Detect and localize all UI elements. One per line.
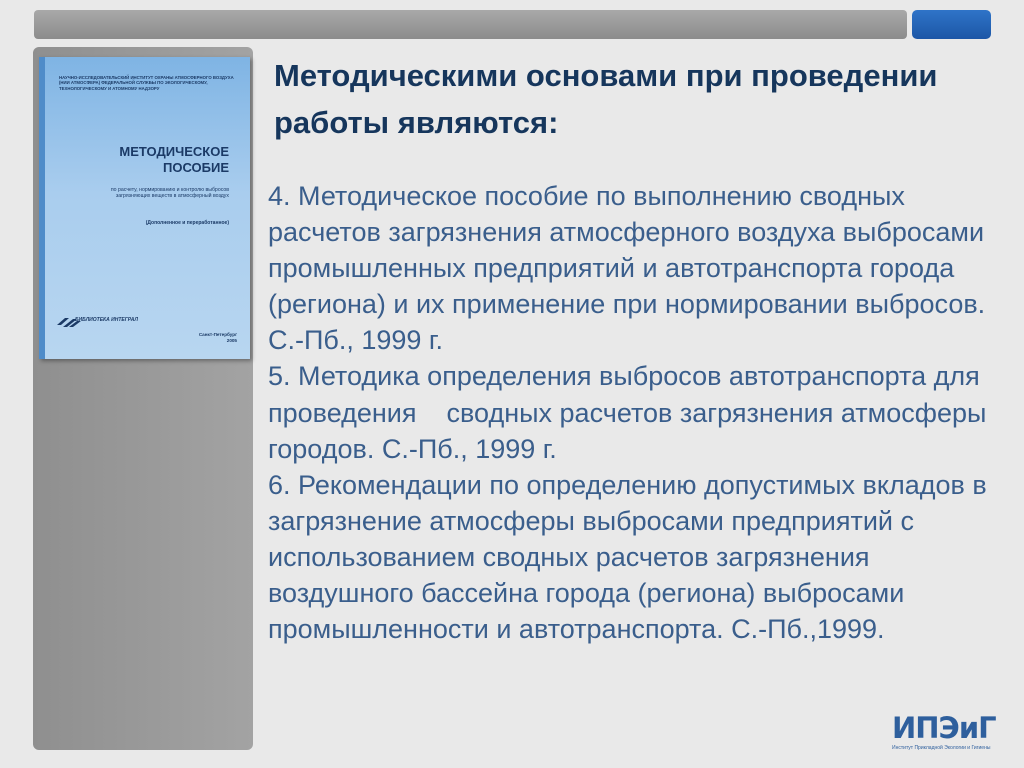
book-publisher: БИБЛИОТЕКА ИНТЕГРАЛ [75, 317, 138, 323]
book-city-year [189, 332, 237, 344]
top-bar-accent [912, 10, 991, 39]
book-spine [39, 57, 45, 359]
slide-title: Методическими основами при проведении работы являются: [274, 58, 938, 140]
institute-logo [892, 713, 1020, 763]
list-item: 5. Методика определения выбросов автотранспорта для проведения сводных расчетов загрязнения атмосферы городов. С.-Пб., 1999 г. [268, 361, 994, 464]
slide-body [268, 178, 1016, 647]
book-subtitle: по расчету, нормированию и контролю выбросов загрязняющих веществ в атмосферный воздух [110, 187, 229, 200]
book-city: Санкт-Петербург [198, 332, 237, 337]
top-bar [34, 10, 907, 39]
book-year: 2005 [226, 338, 237, 343]
book-note: (Дополненное и переработанное) [145, 220, 229, 226]
book-cover-image [39, 57, 250, 359]
logo-caption: Институт Прикладной Экологии и Гигиены [892, 745, 991, 751]
logo-mark: ИПЭиГ [892, 711, 996, 745]
list-item: 4. Методическое пособие по выполнению сводных расчетов загрязнения атмосферного воздуха выбросами промышленных предприятий и автотранспорта города (региона) и их применение при нормировании выбросов. С.-Пб., 1999 г. [268, 181, 993, 356]
book-header: НАУЧНО-ИССЛЕДОВАТЕЛЬСКИЙ ИНСТИТУТ ОХРАНЫ АТМОСФЕРНОГО ВОЗДУХА (НИИ АТМОСФЕРА) ФЕДЕРАЛЬНОЙ СЛУЖБЫ ПО ЭКОЛОГИЧЕСКОМУ, ТЕХНОЛОГИЧЕСКОМУ И АТОМНОМУ НАДЗОРУ [59, 75, 234, 91]
list-item: 6. Рекомендации по определению допустимых вкладов в загрязнение атмосферы выбросами предприятий с использованием сводных расчетов загрязнения воздушного бассейна города (региона) выбросами промышленности и автотранспорта. С.-Пб.,1999. [268, 469, 995, 645]
book-title: МЕТОДИЧЕСКОЕ ПОСОБИЕ [119, 144, 229, 175]
